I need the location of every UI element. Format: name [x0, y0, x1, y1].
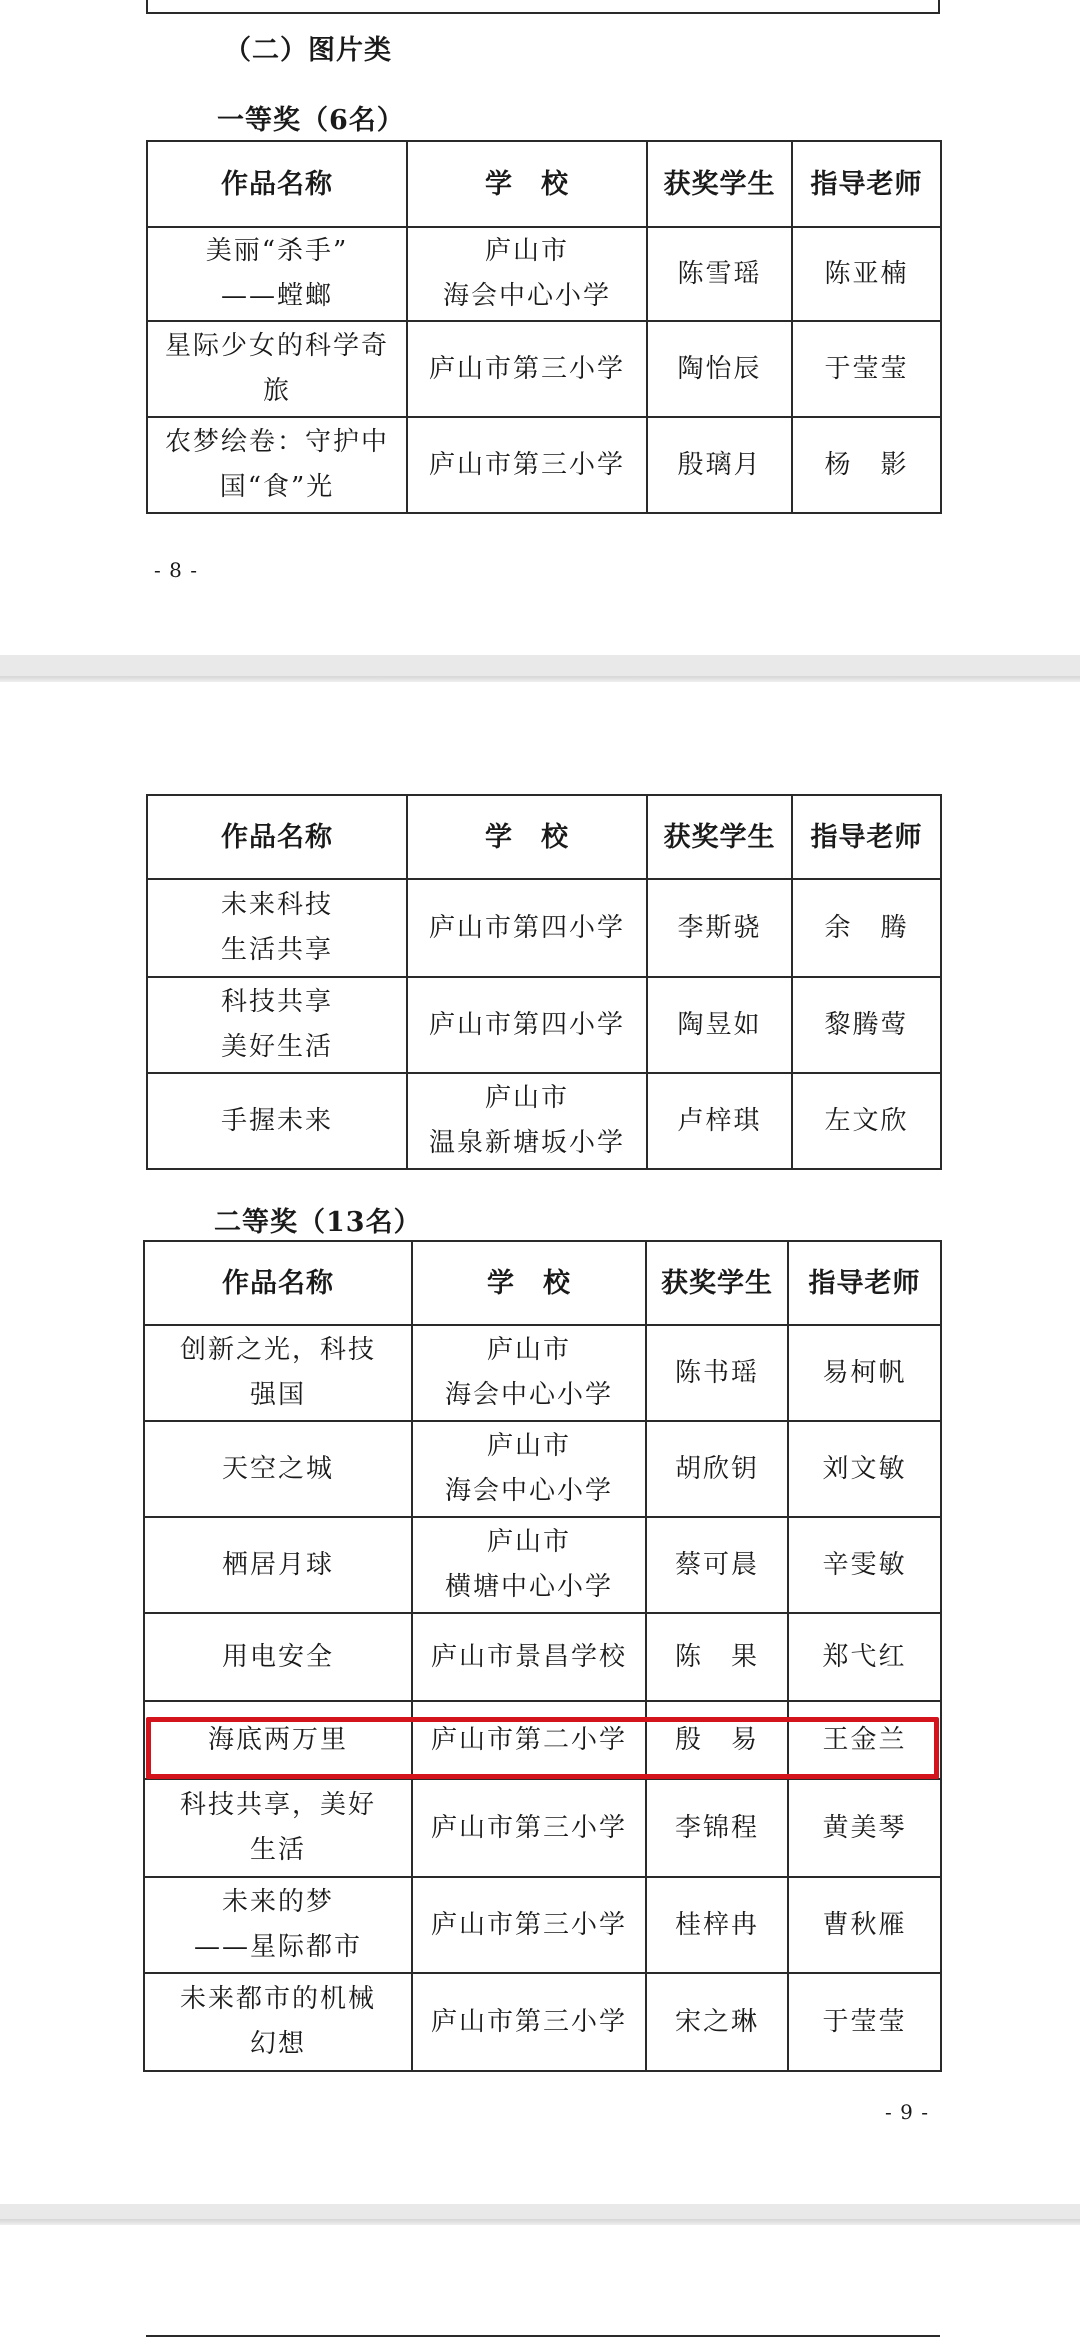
- cell-teacher: 曹秋雁: [788, 1877, 941, 1973]
- table-top-border: [146, 2335, 940, 2337]
- cell-work-title: 未来都市的机械 幻想: [144, 1973, 412, 2071]
- header-student: 获奖学生: [647, 141, 792, 227]
- section-title: （二）图片类: [224, 35, 392, 66]
- table-row: [144, 1877, 941, 1973]
- cell-work-title: 星际少女的科学奇 旅: [147, 321, 407, 417]
- cell-teacher: 左文欣: [792, 1073, 941, 1169]
- table-bottom-stub: [146, 0, 940, 14]
- cell-teacher: 辛雯敏: [788, 1517, 941, 1613]
- cell-work-title: 农梦绘卷：守护中 国“食”光: [147, 417, 407, 513]
- cell-student: 胡欣钥: [646, 1421, 788, 1517]
- cell-school: 庐山市 海会中心小学: [412, 1325, 646, 1421]
- header-teacher: 指导老师: [788, 1241, 941, 1325]
- cell-teacher: 于莹莹: [788, 1973, 941, 2071]
- cell-work-title: 栖居月球: [144, 1517, 412, 1613]
- award-title-second-prize: 二等奖（13名）: [214, 1207, 422, 1238]
- header-work-title: 作品名称: [147, 141, 407, 227]
- first-prize-table-continued: [146, 794, 942, 1170]
- table-row: [147, 417, 941, 513]
- cell-teacher: 郑弋红: [788, 1613, 941, 1701]
- cell-work-title: 美丽“杀手” ——螳螂: [147, 227, 407, 321]
- cell-teacher: 陈亚楠: [792, 227, 941, 321]
- header-work-title: 作品名称: [144, 1241, 412, 1325]
- cell-work-title: 创新之光，科技 强国: [144, 1325, 412, 1421]
- cell-student: 陶昱如: [647, 977, 792, 1073]
- cell-teacher: 于莹莹: [792, 321, 941, 417]
- cell-student: 殷璃月: [647, 417, 792, 513]
- second-prize-table: [143, 1240, 942, 2072]
- cell-teacher: 黎腾莺: [792, 977, 941, 1073]
- cell-student: 殷 易: [646, 1701, 788, 1779]
- table-row: [144, 1779, 941, 1877]
- cell-school: 庐山市第四小学: [407, 879, 647, 977]
- page-edge: [0, 2219, 1080, 2225]
- table-row: [144, 1613, 941, 1701]
- cell-school: 庐山市第三小学: [412, 1779, 646, 1877]
- table-row: [147, 977, 941, 1073]
- table-row: [144, 1421, 941, 1517]
- cell-teacher: 王金兰: [788, 1701, 941, 1779]
- header-school: 学 校: [407, 795, 647, 879]
- cell-work-title: 天空之城: [144, 1421, 412, 1517]
- cell-student: 蔡可晨: [646, 1517, 788, 1613]
- header-student: 获奖学生: [647, 795, 792, 879]
- cell-school: 庐山市第二小学: [412, 1701, 646, 1779]
- cell-work-title: 手握未来: [147, 1073, 407, 1169]
- cell-work-title: 科技共享，美好 生活: [144, 1779, 412, 1877]
- cell-work-title: 未来科技 生活共享: [147, 879, 407, 977]
- cell-student: 陈 果: [646, 1613, 788, 1701]
- header-student: 获奖学生: [646, 1241, 788, 1325]
- cell-student: 陈书瑶: [646, 1325, 788, 1421]
- document-page-8: [0, 0, 1080, 655]
- cell-school: 庐山市第三小学: [407, 417, 647, 513]
- cell-school: 庐山市 海会中心小学: [407, 227, 647, 321]
- page-edge: [0, 676, 1080, 682]
- cell-work-title: 用电安全: [144, 1613, 412, 1701]
- cell-school: 庐山市第四小学: [407, 977, 647, 1073]
- table-row: [147, 1073, 941, 1169]
- page-number: - 8 -: [154, 558, 198, 582]
- header-teacher: 指导老师: [792, 795, 941, 879]
- page-number: - 9 -: [885, 2100, 929, 2124]
- document-page-10-partial: [0, 2219, 1080, 2342]
- table-header-row: [144, 1241, 941, 1325]
- table-row: [144, 1517, 941, 1613]
- table-row: [147, 321, 941, 417]
- cell-school: 庐山市 海会中心小学: [412, 1421, 646, 1517]
- award-title-first-prize: 一等奖（6名）: [217, 105, 405, 136]
- cell-student: 李斯骁: [647, 879, 792, 977]
- cell-teacher: 余 腾: [792, 879, 941, 977]
- cell-teacher: 黄美琴: [788, 1779, 941, 1877]
- cell-school: 庐山市 温泉新塘坂小学: [407, 1073, 647, 1169]
- cell-student: 陶怡辰: [647, 321, 792, 417]
- header-teacher: 指导老师: [792, 141, 941, 227]
- cell-student: 卢梓琪: [647, 1073, 792, 1169]
- cell-teacher: 杨 影: [792, 417, 941, 513]
- header-work-title: 作品名称: [147, 795, 407, 879]
- cell-student: 陈雪瑶: [647, 227, 792, 321]
- header-school: 学 校: [412, 1241, 646, 1325]
- cell-student: 李锦程: [646, 1779, 788, 1877]
- cell-school: 庐山市第三小学: [407, 321, 647, 417]
- table-row: [147, 879, 941, 977]
- document-page-9: [0, 676, 1080, 2204]
- cell-school: 庐山市第三小学: [412, 1877, 646, 1973]
- cell-student: 宋之琳: [646, 1973, 788, 2071]
- cell-teacher: 刘文敏: [788, 1421, 941, 1517]
- table-header-row: [147, 795, 941, 879]
- cell-school: 庐山市第三小学: [412, 1973, 646, 2071]
- cell-school: 庐山市景昌学校: [412, 1613, 646, 1701]
- cell-teacher: 易柯帆: [788, 1325, 941, 1421]
- cell-work-title: 海底两万里: [144, 1701, 412, 1779]
- cell-work-title: 科技共享 美好生活: [147, 977, 407, 1073]
- first-prize-table: [146, 140, 942, 514]
- highlight-box: [146, 1717, 939, 1779]
- header-school: 学 校: [407, 141, 647, 227]
- cell-work-title: 未来的梦 ——星际都市: [144, 1877, 412, 1973]
- table-row: [144, 1325, 941, 1421]
- table-row: [147, 227, 941, 321]
- table-header-row: [147, 141, 941, 227]
- cell-student: 桂梓冉: [646, 1877, 788, 1973]
- table-row: [144, 1973, 941, 2071]
- cell-school: 庐山市 横塘中心小学: [412, 1517, 646, 1613]
